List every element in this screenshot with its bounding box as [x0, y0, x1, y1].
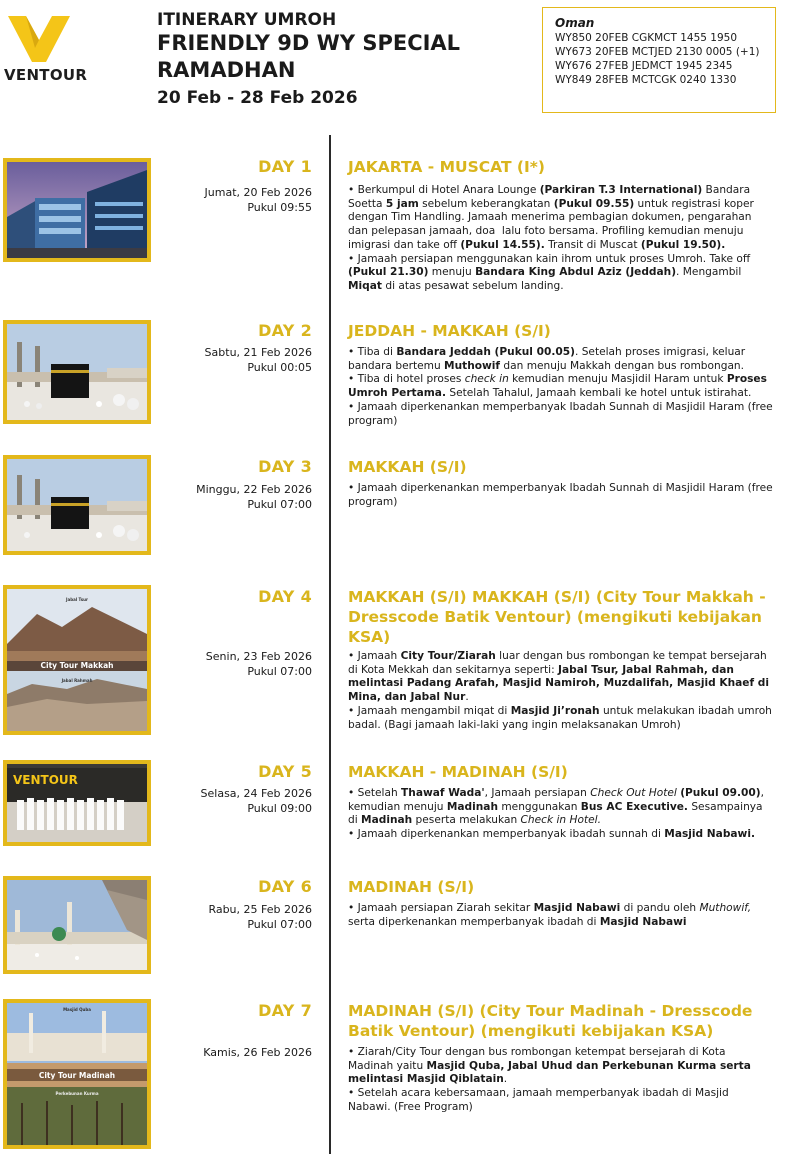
kaaba-photo: [3, 455, 151, 555]
day-label: DAY 7: [258, 1001, 312, 1020]
day-label: DAY 3: [258, 457, 312, 476]
kaaba-photo: [3, 320, 151, 424]
day-title: JAKARTA - MUSCAT (I*): [348, 158, 545, 176]
group-bus-photo: [3, 760, 151, 846]
day-title: MAKKAH (S/I): [348, 458, 467, 476]
itinerary-title: [157, 10, 497, 110]
bus-text: VENTOUR: [13, 773, 78, 787]
day-description: • Ziarah/City Tour dengan bus rombongan ketempat bersejarah di Kota Madinah yaitu Masjid Quba, Jabal Uhud dan Perkebunan Kurma serta melintasi Masjid Qiblatain. • Setelah acara kebersamaan, jamaah memperbanyak ibadah di Masjid Nabawi. (Free Program): [348, 1046, 751, 1113]
day-label: DAY 1: [258, 157, 312, 176]
day-date: Jumat, 20 Feb 2026 Pukul 09:55: [204, 186, 312, 214]
flight-line: WY673 20FEB MCTJED 2130 0005 (+1): [555, 46, 760, 58]
flight-info-box: [542, 7, 776, 113]
photo-caption: City Tour Makkah: [40, 661, 114, 670]
vertical-divider: [329, 135, 331, 1154]
day-date: Minggu, 22 Feb 2026 Pukul 07:00: [196, 483, 312, 511]
ventour-v-icon: [6, 14, 72, 64]
day-title: JEDDAH - MAKKAH (S/I): [348, 322, 551, 340]
day-title: MAKKAH - MADINAH (S/I): [348, 763, 568, 781]
photo-caption: City Tour Madinah: [38, 1071, 116, 1080]
city-tour-madinah-photo: [3, 999, 151, 1149]
day-description: • Berkumpul di Hotel Anara Lounge (Parkiran T.3 International) Bandara Soetta 5 jam sebelum keberangkatan (Pukul 09.55) untuk registrasi koper dengan Tim Handling. Jamaah menerima pembagian dokumen, pengarahan dan pelepasan jamaah, doa lalu foto bersama. Profiling kemudian menuju imigrasi dan take off (Pukul 14.55). Transit di Muscat (Pukul 19.50). • Jamaah persiapan menggunakan kain ihrom untuk proses Umroh. Take off (Pukul 21.30) menuju Bandara King Abdul Aziz (Jeddah). Mengambil Miqat di atas pesawat sebelum landing.: [348, 184, 754, 292]
day-description: • Jamaah persiapan Ziarah sekitar Masjid Nabawi di pandu oleh Muthowif, serta diperkenankan memperbanyak ibadah di Masjid Nabawi: [348, 902, 752, 928]
title-line-2: FRIENDLY 9D WY SPECIAL RAMADHAN: [157, 31, 461, 82]
day-date: Kamis, 26 Feb 2026: [203, 1046, 312, 1059]
hotel-building-photo: [3, 158, 151, 262]
day-title: MAKKAH (S/I) MAKKAH (S/I) (City Tour Makkah - Dresscode Batik Ventour) (mengikuti kebijakan KSA): [348, 588, 766, 646]
ventour-logo: [4, 14, 88, 84]
day-description: • Tiba di Bandara Jeddah (Pukul 00.05). Setelah proses imigrasi, keluar bandara bertemu Muthowif dan menuju Makkah dengan bus rombongan. • Tiba di hotel proses check in kemudian menuju Masjidil Haram untuk Proses Umroh Pertama. Setelah Tahalul, Jamaah kembali ke hotel untuk istirahat. • Jamaah diperkenankan memperbanyak Ibadah Sunnah di Masjidil Haram (free program): [348, 346, 773, 427]
flight-line: WY849 28FEB MCTCGK 0240 1330: [555, 74, 737, 86]
day-title: MADINAH (S/I): [348, 878, 475, 896]
photo-small-label: Jabal Rahmah: [61, 678, 93, 683]
flight-line: WY850 20FEB CGKMCT 1455 1950: [555, 32, 738, 44]
flight-carrier: Oman: [555, 16, 595, 30]
photo-small-label: Masjid Quba: [63, 1007, 91, 1012]
day-date: Rabu, 25 Feb 2026 Pukul 07:00: [208, 903, 312, 931]
day-label: DAY 6: [258, 877, 312, 896]
city-tour-makkah-photo: [3, 585, 151, 735]
day-label: DAY 2: [258, 321, 312, 340]
day-date: Selasa, 24 Feb 2026 Pukul 09:00: [200, 787, 312, 815]
day-description: • Setelah Thawaf Wada', Jamaah persiapan Check Out Hotel (Pukul 09.00), kemudian menuju Madinah menggunakan Bus AC Executive. Sesampainya di Madinah peserta melakukan Check in Hotel. • Jamaah diperkenankan memperbanyak ibadah sunnah di Masjid Nabawi.: [348, 787, 764, 841]
title-dates: 20 Feb - 28 Feb 2026: [157, 88, 358, 108]
photo-small-label: Jabal Tsur: [66, 597, 88, 602]
brand-name: VENTOUR: [4, 66, 88, 84]
nabawi-photo: [3, 876, 151, 974]
day-description: • Jamaah diperkenankan memperbanyak Ibadah Sunnah di Masjidil Haram (free program): [348, 482, 773, 508]
day-title: MADINAH (S/I) (City Tour Madinah - Dresscode Batik Ventour) (mengikuti kebijakan KSA): [348, 1002, 753, 1040]
photo-small-label: Perkebunan Kurma: [55, 1091, 99, 1096]
title-line-1: ITINERARY UMROH: [157, 10, 337, 30]
day-label: DAY 4: [258, 587, 312, 606]
day-description: • Jamaah City Tour/Ziarah luar dengan bus rombongan ke tempat bersejarah di Kota Mekkah dan sekitarnya seperti: Jabal Tsur, Jabal Rahmah, dan melintasi Padang Arafah, Masjid Namiroh, Muzdalifah, Masjid Khaef di Mina, dan Jabal Nur. • Jamaah mengambil miqat di Masjid Ji’ronah untuk melakukan ibadah umroh badal. (Bagi jamaah laki-laki yang ingin melaksanakan Umroh): [348, 650, 772, 731]
flight-line: WY676 27FEB JEDMCT 1945 2345: [555, 60, 733, 72]
day-label: DAY 5: [258, 762, 312, 781]
day-date: Senin, 23 Feb 2026 Pukul 07:00: [205, 650, 312, 678]
day-date: Sabtu, 21 Feb 2026 Pukul 00:05: [204, 346, 312, 374]
